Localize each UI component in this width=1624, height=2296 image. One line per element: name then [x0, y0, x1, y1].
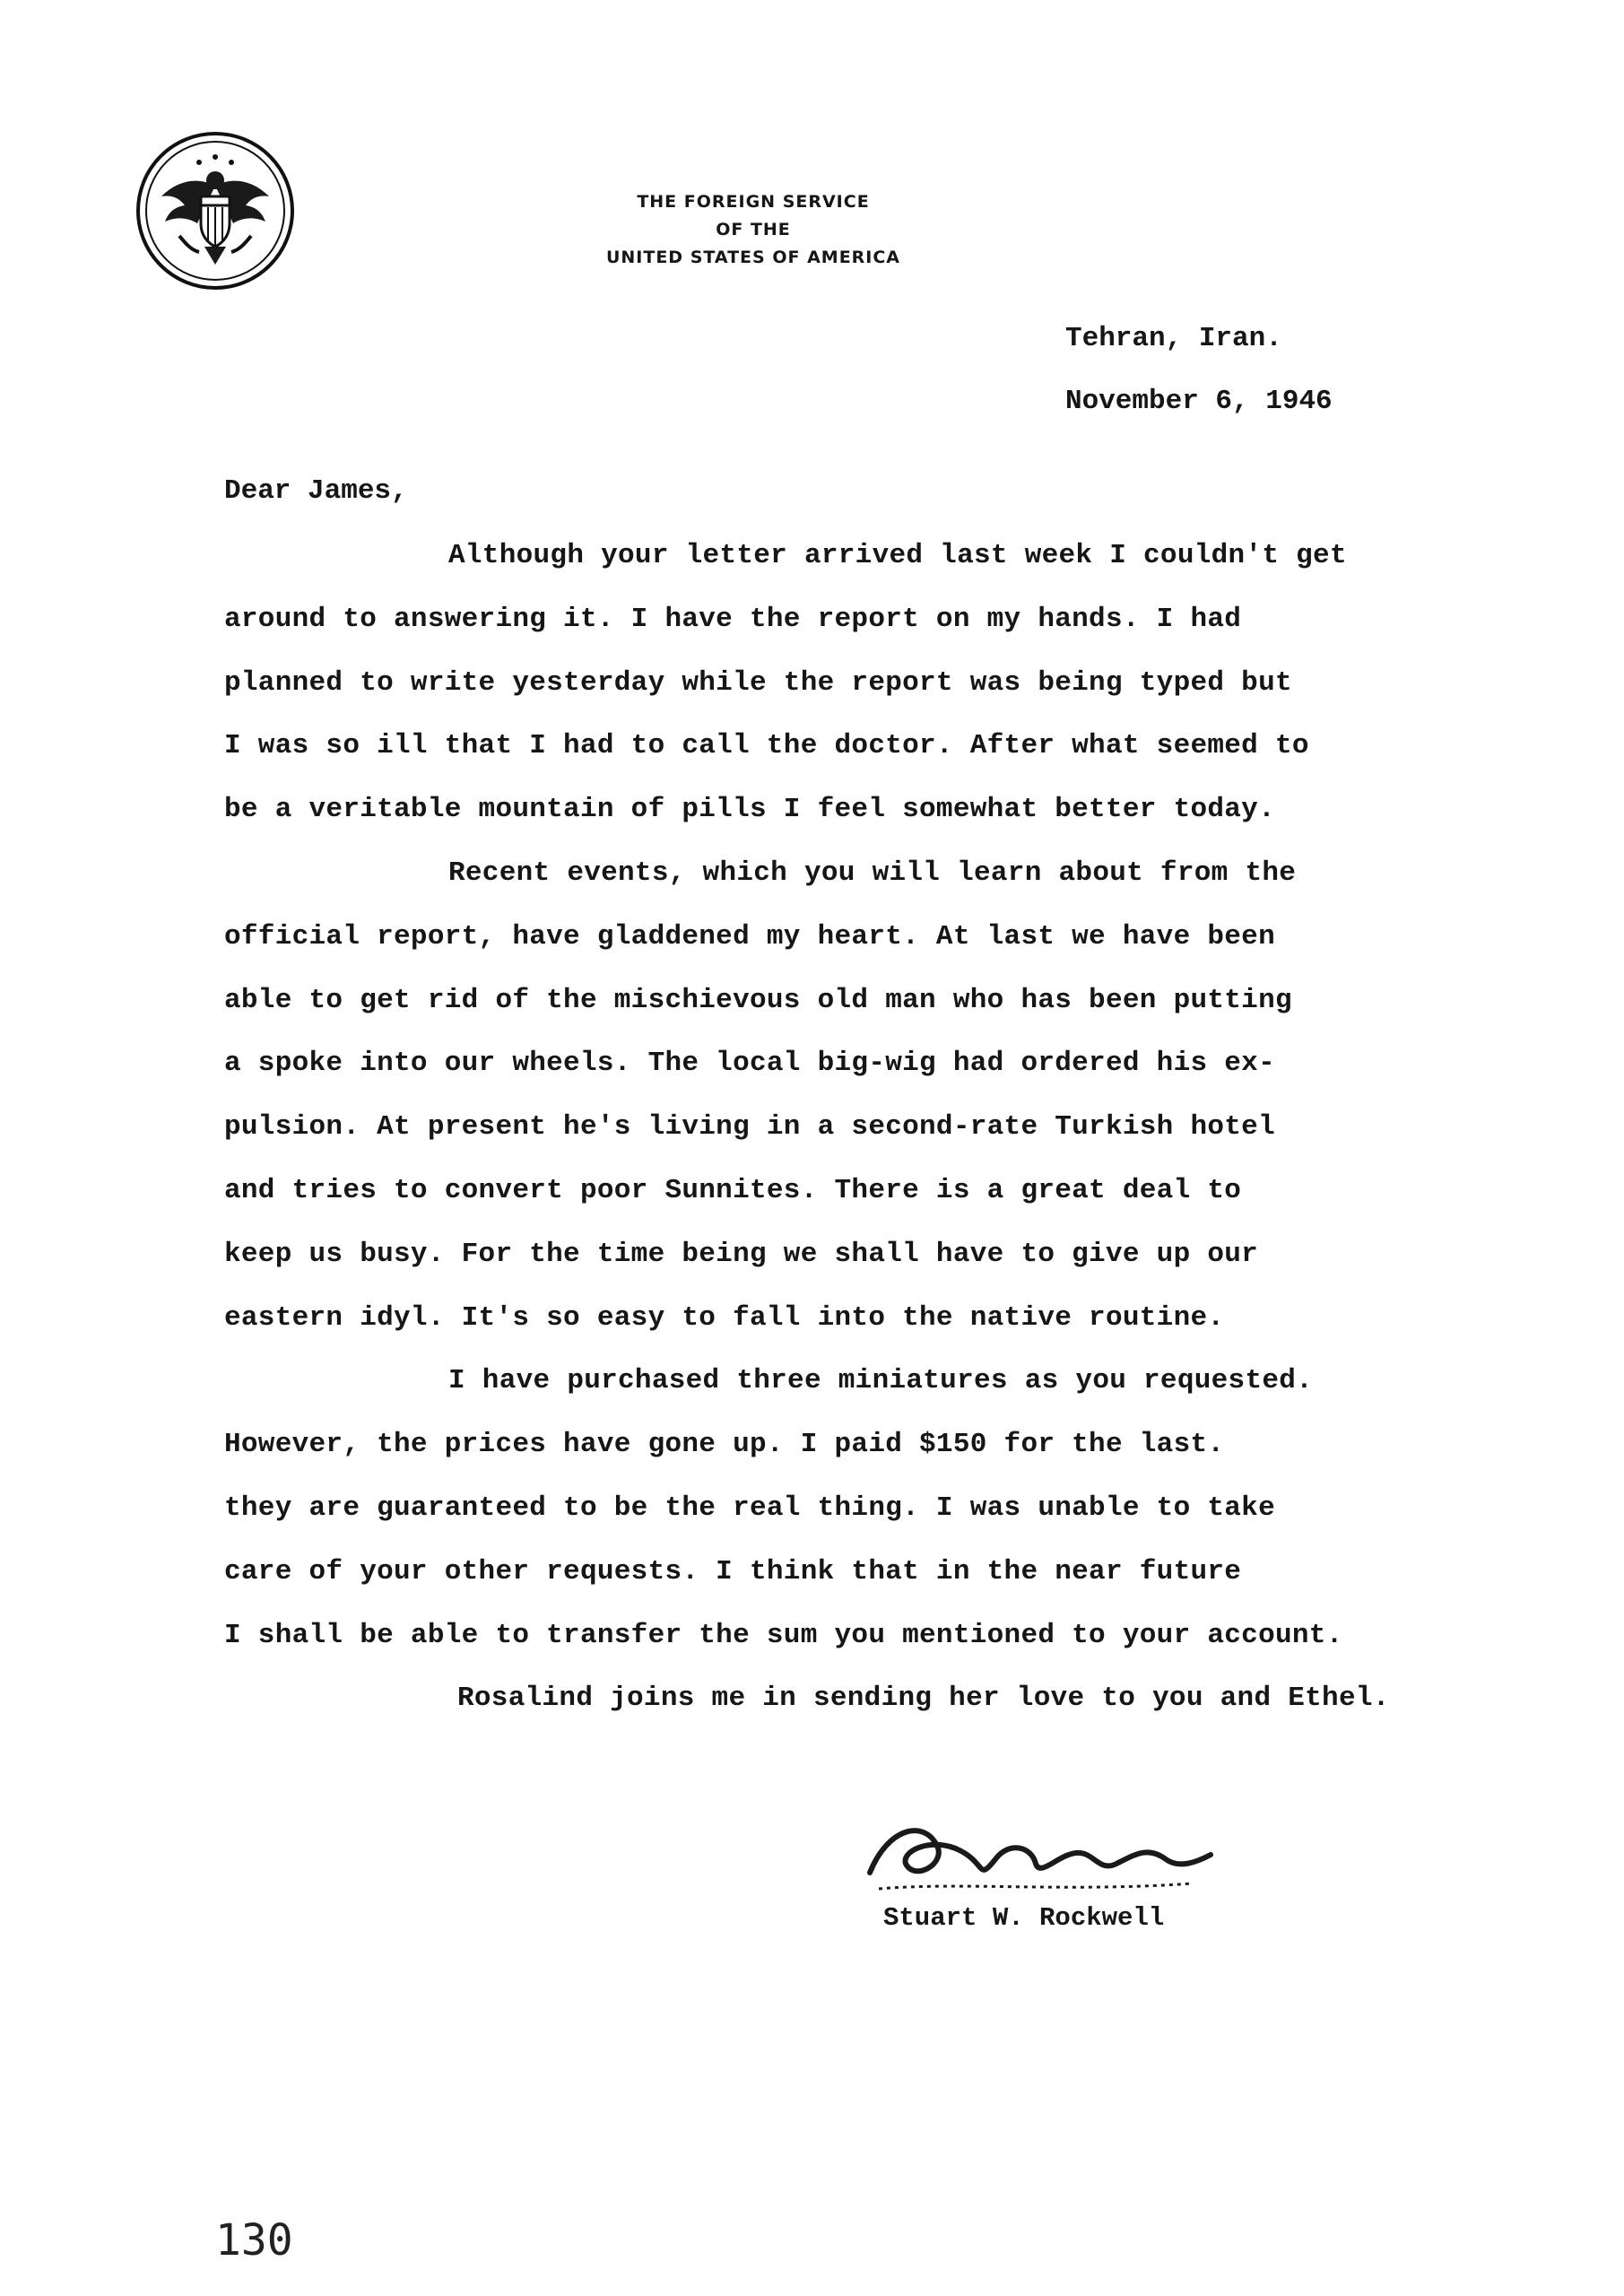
body-line: around to answering it. I have the report on my hands. I had — [224, 603, 1242, 635]
dateline-date: November 6, 1946 — [1065, 386, 1333, 417]
letterhead-line-3: UNITED STATES OF AMERICA — [605, 248, 901, 267]
eagle-seal-icon — [135, 130, 296, 291]
body-line: official report, have gladdened my heart. At last we have been — [224, 920, 1275, 952]
body-line: I have purchased three miniatures as you requested. — [448, 1365, 1314, 1397]
body-line: a spoke into our wheels. The local big-wig had ordered his ex- — [224, 1048, 1275, 1080]
body-line: Recent events, which you will learn about from the — [448, 857, 1297, 889]
body-line: they are guaranteed to be the real thing. I was unable to take — [224, 1492, 1275, 1524]
handwritten-signature — [852, 1810, 1229, 1909]
body-line: be a veritable mountain of pills I feel somewhat better today. — [224, 794, 1275, 826]
letterhead-line-1: THE FOREIGN SERVICE — [637, 192, 870, 212]
body-line: able to get rid of the mischievous old man who has been putting — [224, 984, 1292, 1016]
body-line: I shall be able to transfer the sum you mentioned to your account. — [224, 1619, 1343, 1651]
body-line: and tries to convert poor Sunnites. There is a great deal to — [224, 1174, 1242, 1206]
salutation: Dear James, — [224, 475, 408, 507]
body-line: keep us busy. For the time being we shall have to give up our — [224, 1238, 1259, 1270]
body-line: Rosalind joins me in sending her love to you and Ethel. — [457, 1683, 1390, 1715]
great-seal-emblem — [135, 130, 296, 291]
letterhead-line-2: OF THE — [716, 220, 791, 239]
letterhead — [502, 188, 1004, 272]
body-line: Although your letter arrived last week I couldn't get — [448, 540, 1347, 571]
letter-body — [224, 525, 1480, 1731]
body-line: However, the prices have gone up. I paid $150 for the last. — [224, 1429, 1225, 1461]
body-line: pulsion. At present he's living in a second-rate Turkish hotel — [224, 1111, 1275, 1144]
body-line: I was so ill that I had to call the doctor. After what seemed to — [224, 730, 1309, 762]
body-line: eastern idyl. It's so easy to fall into the native routine. — [224, 1301, 1225, 1334]
body-line: care of your other requests. I think that in the near future — [224, 1555, 1242, 1587]
page-number: 130 — [215, 2215, 293, 2266]
dateline-place: Tehran, Iran. — [1065, 323, 1282, 354]
signatory-name: Stuart W. Rockwell — [883, 1903, 1165, 1933]
body-line: planned to write yesterday while the report was being typed but — [224, 666, 1292, 699]
